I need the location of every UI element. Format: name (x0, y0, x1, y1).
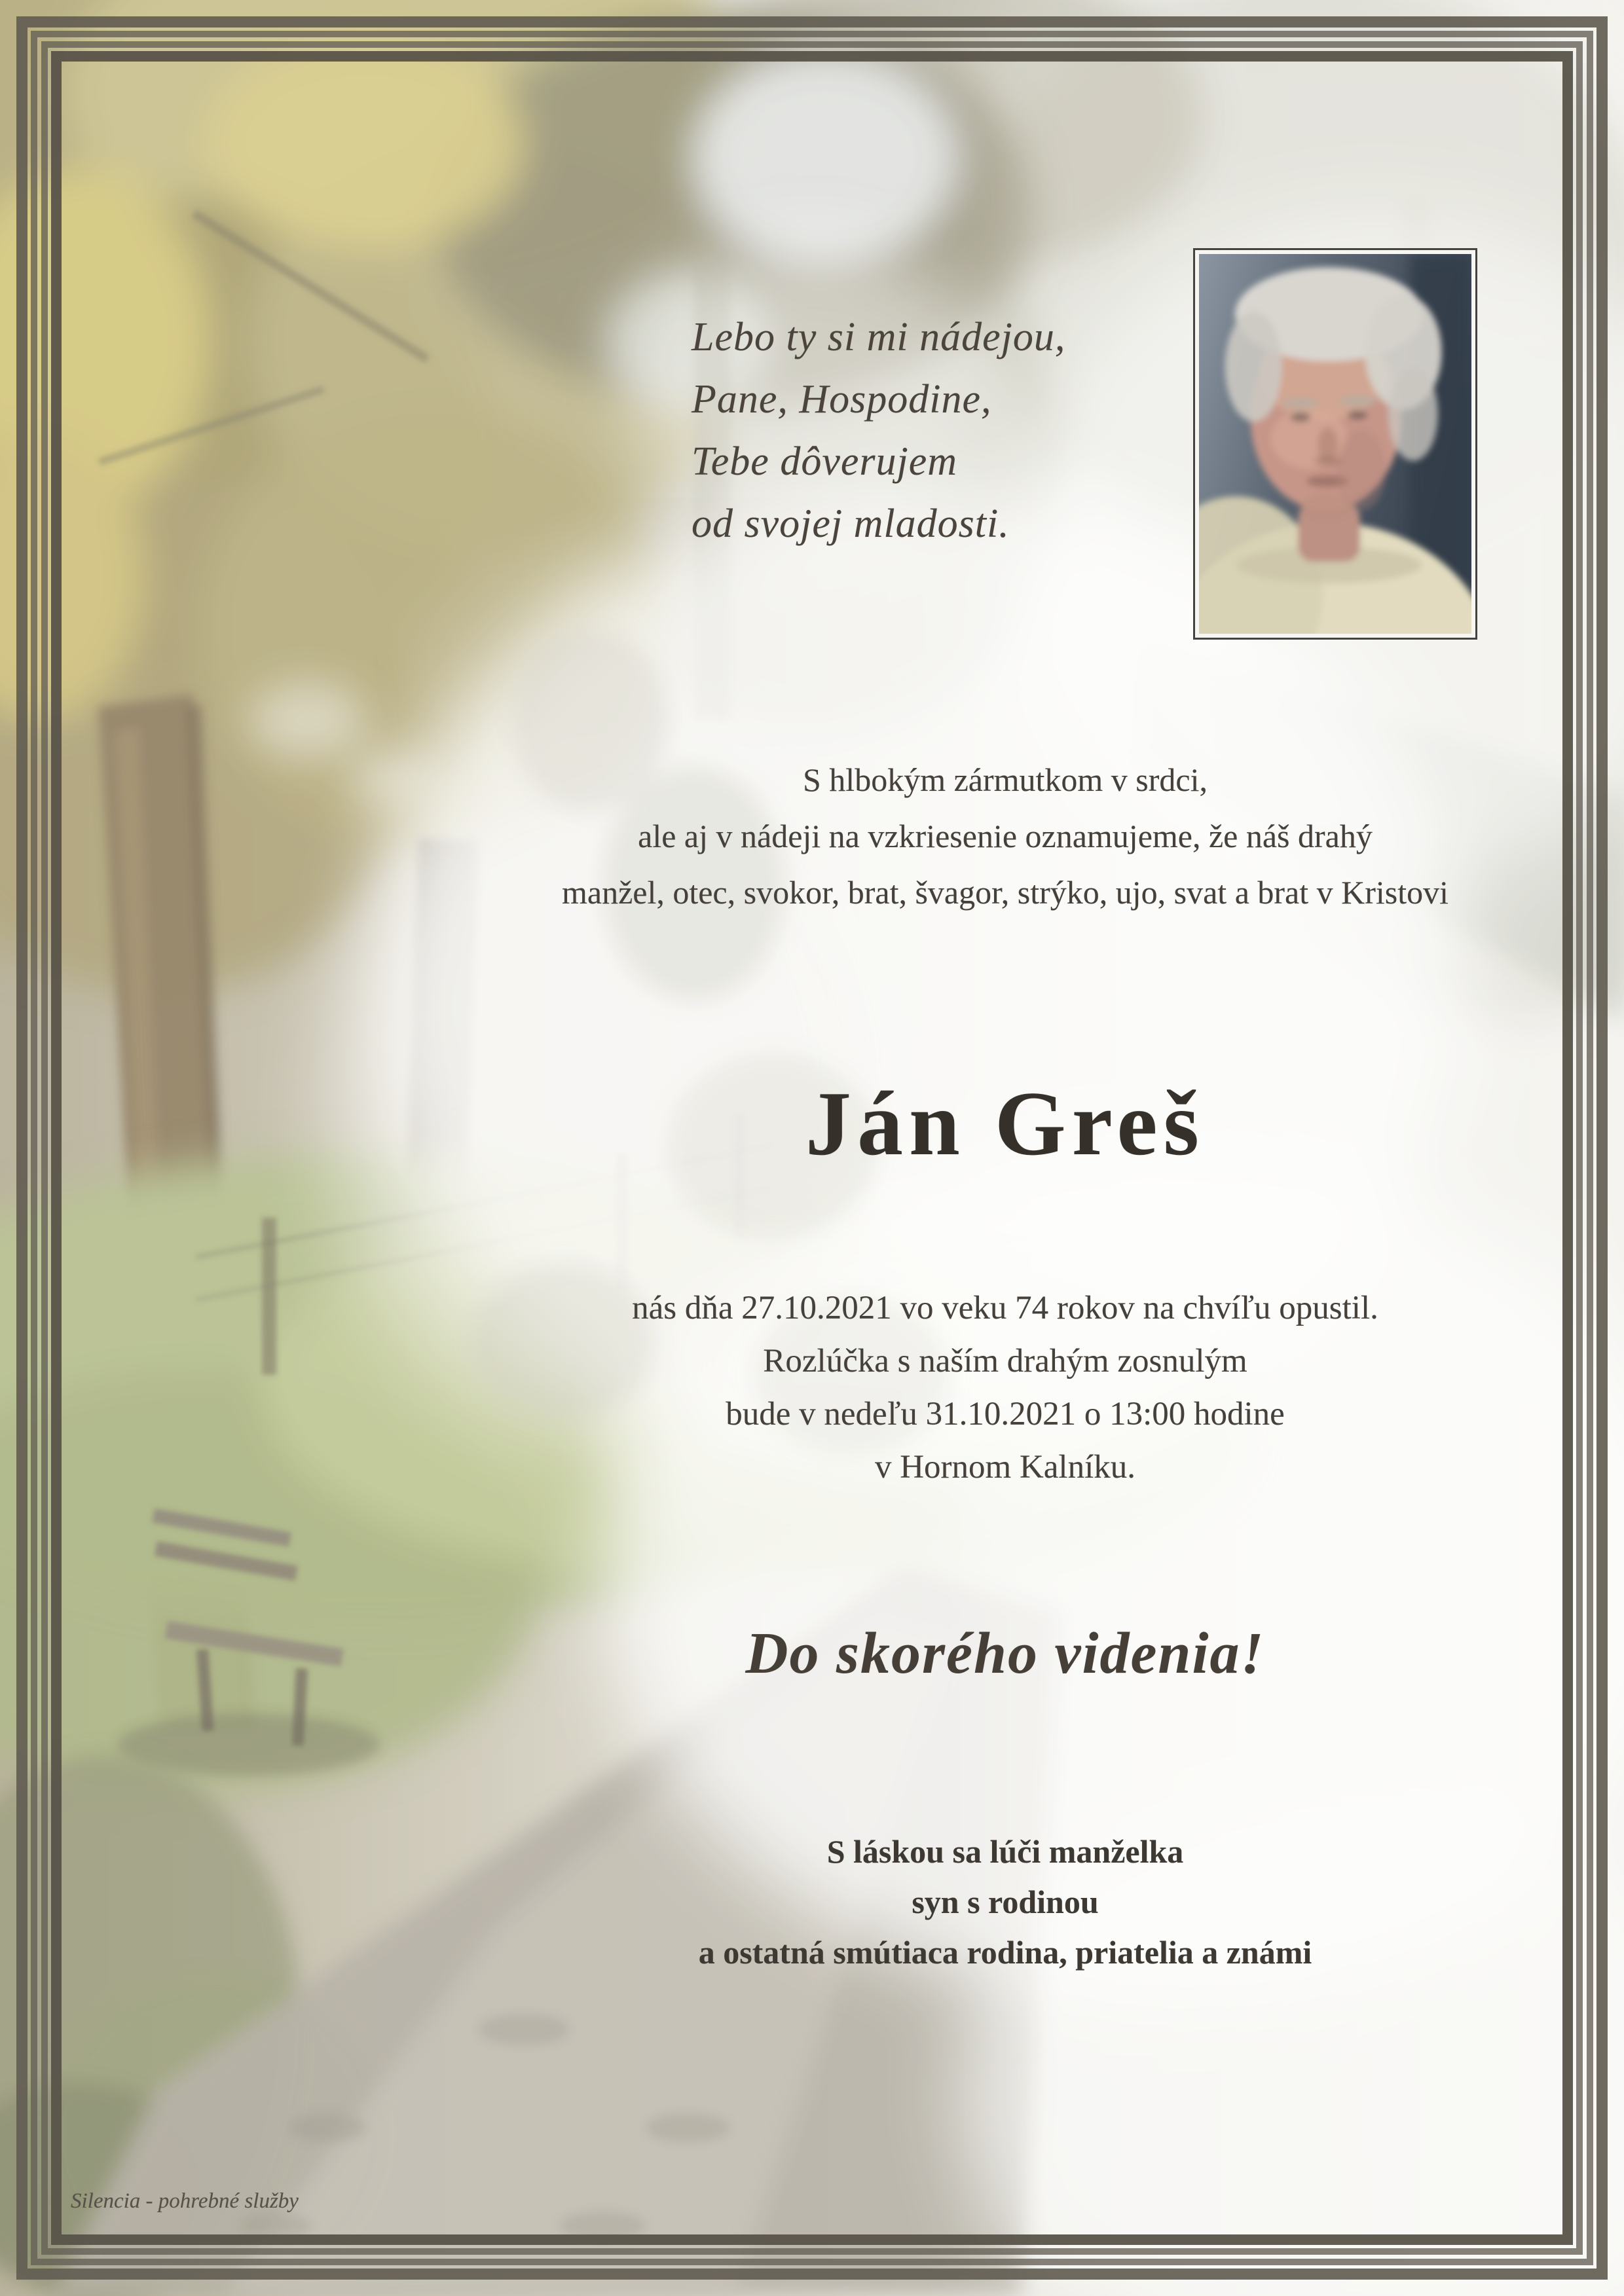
deceased-name: Ján Greš (805, 1073, 1205, 1175)
quote-line: Tebe dôverujem (692, 439, 958, 484)
details-block (524, 1282, 1486, 1494)
details-line: Rozlúčka s naším drahým zosnulým (763, 1343, 1247, 1379)
details-line: nás dňa 27.10.2021 vo veku 74 rokov na chvíľu opustil. (632, 1290, 1378, 1326)
quote-line: Lebo ty si mi nádejou, (692, 315, 1066, 359)
announcement-line: S hlbokým zármutkom v srdci, (803, 761, 1208, 798)
details-line: v Hornom Kalníku. (874, 1449, 1136, 1485)
quote-line: od svojej mladosti. (692, 501, 1010, 546)
details-line: bude v nedeľu 31.10.2021 o 13:00 hodine (726, 1396, 1285, 1432)
mourners-line: S láskou sa lúči manželka (826, 1833, 1184, 1870)
funeral-home-credit: Silencia - pohrebné služby (71, 2189, 299, 2213)
quote-block (692, 306, 1065, 555)
deceased-portrait (1193, 248, 1477, 640)
announcement-line: ale aj v nádeji na vzkriesenie oznamujeme, že náš drahý (638, 818, 1373, 854)
farewell-text: Do skorého videnia! (745, 1621, 1265, 1686)
announcement-line: manžel, otec, svokor, brat, švagor, strýko, ujo, svat a brat v Kristovi (561, 874, 1449, 911)
mourners-line: syn s rodinou (912, 1884, 1099, 1920)
mourners-block (524, 1827, 1486, 1978)
mourners-line: a ostatná smútiaca rodina, priatelia a známi (698, 1934, 1312, 1971)
announcement-block (524, 752, 1486, 920)
portrait-photo (1199, 254, 1471, 634)
quote-line: Pane, Hospodine, (692, 377, 992, 422)
